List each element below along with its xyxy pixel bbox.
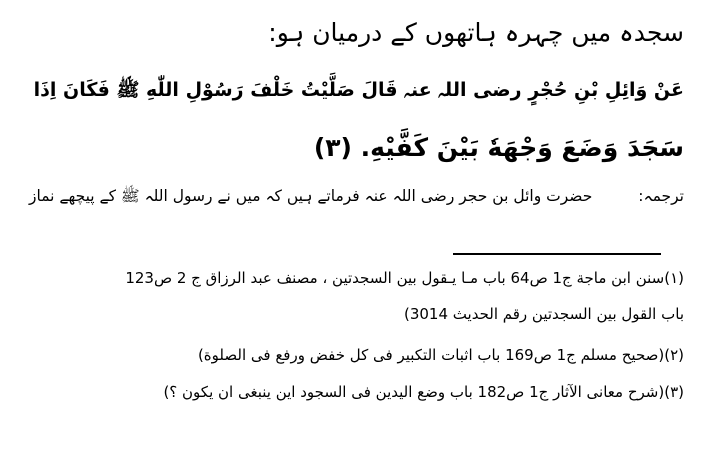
footnote-1-line-2: باب القول بين السجدتين رقم الحديث 3014) bbox=[403, 305, 684, 323]
translation-text: حضرت وائل بن حجر رضی اللہ عنہ فرماتے ہیں کہ میں نے رسول اللہ ﷺ کے پیچھے نماز bbox=[28, 187, 593, 205]
section-heading: سجدہ میں چہرہ ہاتھوں کے درمیان ہو: bbox=[268, 18, 684, 47]
translation-label: ترجمہ: bbox=[638, 187, 684, 205]
footnote-3: (٣)(شرح معانى الآثار ج1 ص182 باب وضع اليدين فى السجود اين ينبغى ان يكون ؟) bbox=[163, 383, 684, 401]
footnote-divider bbox=[453, 253, 661, 255]
footnote-1-line-1: (١)سنن ابن ماجة ج1 ص64 باب مـا يـقول بين السجدتين ، مصنف عبد الرزاق ج 2 ص123 bbox=[125, 269, 684, 287]
translation-line bbox=[29, 186, 684, 209]
footnote-2: (٢)(صحيح مسلم ج1 ص169 باب اثبات التكبير فى كل خفض ورفع فى الصلوة) bbox=[197, 346, 684, 364]
hadith-arabic-line-2: سَجَدَ وَضَعَ وَجْهَهٗ بَيْنَ كَفَّيْهِ. (٣) bbox=[313, 133, 684, 162]
hadith-arabic-line-1: عَنْ وَائِلِ بْنِ حُجْرٍ رضی اللہ عنہ قَالَ صَلَّيْتُ خَلْفَ رَسُوْلِ اللّٰهِ ﷺ فَكَانَ اِذَا bbox=[33, 79, 684, 101]
